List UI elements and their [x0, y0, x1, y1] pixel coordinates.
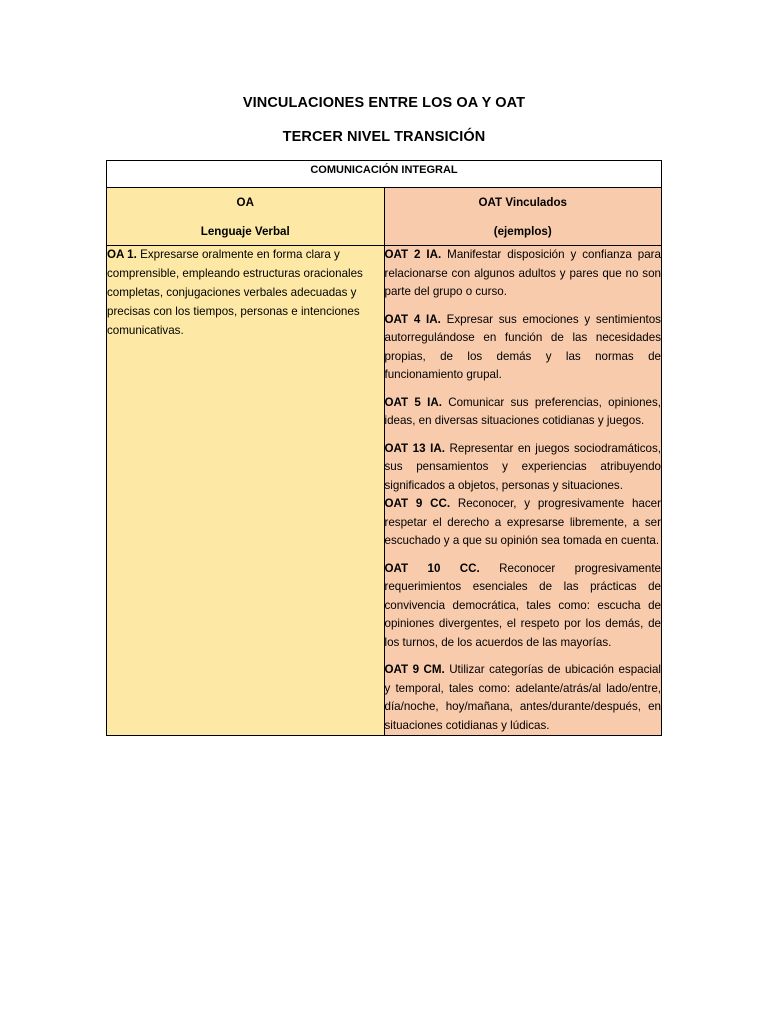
linkage-table [106, 160, 662, 736]
oat-code: OAT 9 CM. [384, 663, 445, 676]
oa-cell [107, 246, 385, 736]
oat-text: Representar en juegos sociodramáticos, sus pensamientos y experiencias atribuyendo significados a objetos, personas y situaciones. [384, 441, 662, 492]
oat-text: Utilizar categorías de ubicación espacial y temporal, tales como: adelante/atrás/al lado/entre, día/noche, hoy/mañana, antes/durante/después, en situaciones cotidianas y lúdicas. [384, 663, 661, 732]
oat-text: Reconocer progresivamente requerimientos esenciales de las prácticas de convivencia democrática, tales como: escucha de opiniones divergentes, el respeto por los demás, de los turnos, de los acuerdos de las mayorías. [384, 561, 661, 649]
oat-code: OAT 10 CC. [384, 561, 480, 575]
column-header-oat-subtitle: (ejemplos) [493, 224, 552, 238]
oat-code: OAT 2 IA. [384, 248, 442, 261]
oat-cell [384, 246, 662, 736]
oat-item [385, 560, 662, 653]
column-header-oat [384, 188, 662, 246]
oat-code: OAT 5 IA. [384, 395, 442, 409]
column-header-oa-title: OA [236, 196, 254, 209]
oat-code: OAT 4 IA. [384, 312, 441, 326]
oat-item [385, 394, 662, 431]
column-header-oa-subtitle: Lenguaje Verbal [200, 224, 290, 238]
document-title: VINCULACIONES ENTRE LOS OA Y OAT [242, 95, 526, 111]
oat-code: OAT 9 CC. [384, 497, 451, 510]
column-header-oa [107, 188, 385, 246]
table-row [107, 246, 662, 736]
document-subtitle: TERCER NIVEL TRANSICIÓN [282, 129, 486, 145]
oat-code: OAT 13 IA. [384, 441, 445, 455]
table-header-row [107, 188, 662, 246]
section-header: COMUNICACIÓN INTEGRAL [107, 161, 662, 188]
oat-text: Comunicar sus preferencias, opiniones, ideas, en diversas situaciones cotidianas y juegos. [384, 395, 661, 427]
oat-item [385, 495, 662, 551]
oat-item [385, 440, 662, 496]
oat-item [385, 246, 662, 302]
oat-item [385, 311, 662, 385]
oa-text: Expresarse oralmente en forma clara y comprensible, empleando estructuras oracionales completas, conjugaciones verbales adecuadas y precisas con los tiempos, personas e intenciones comunicativas. [107, 248, 363, 337]
table-section-row [107, 161, 662, 188]
oat-text: Manifestar disposición y confianza para relacionarse con algunos adultos y pares que no son parte del grupo o curso. [384, 248, 661, 298]
oat-text: Reconocer, y progresivamente hacer respetar el derecho a expresarse libremente, a ser escuchado y a que su opinión sea tomada en cuenta. [384, 497, 661, 547]
oa-code: OA 1. [107, 248, 137, 261]
oat-text: Expresar sus emociones y sentimientos autorregulándose en función de las necesidades propias, de los demás y las normas de funcionamiento grupal. [384, 312, 661, 381]
column-header-oat-title: OAT Vinculados [478, 196, 567, 209]
oat-item [385, 661, 662, 735]
